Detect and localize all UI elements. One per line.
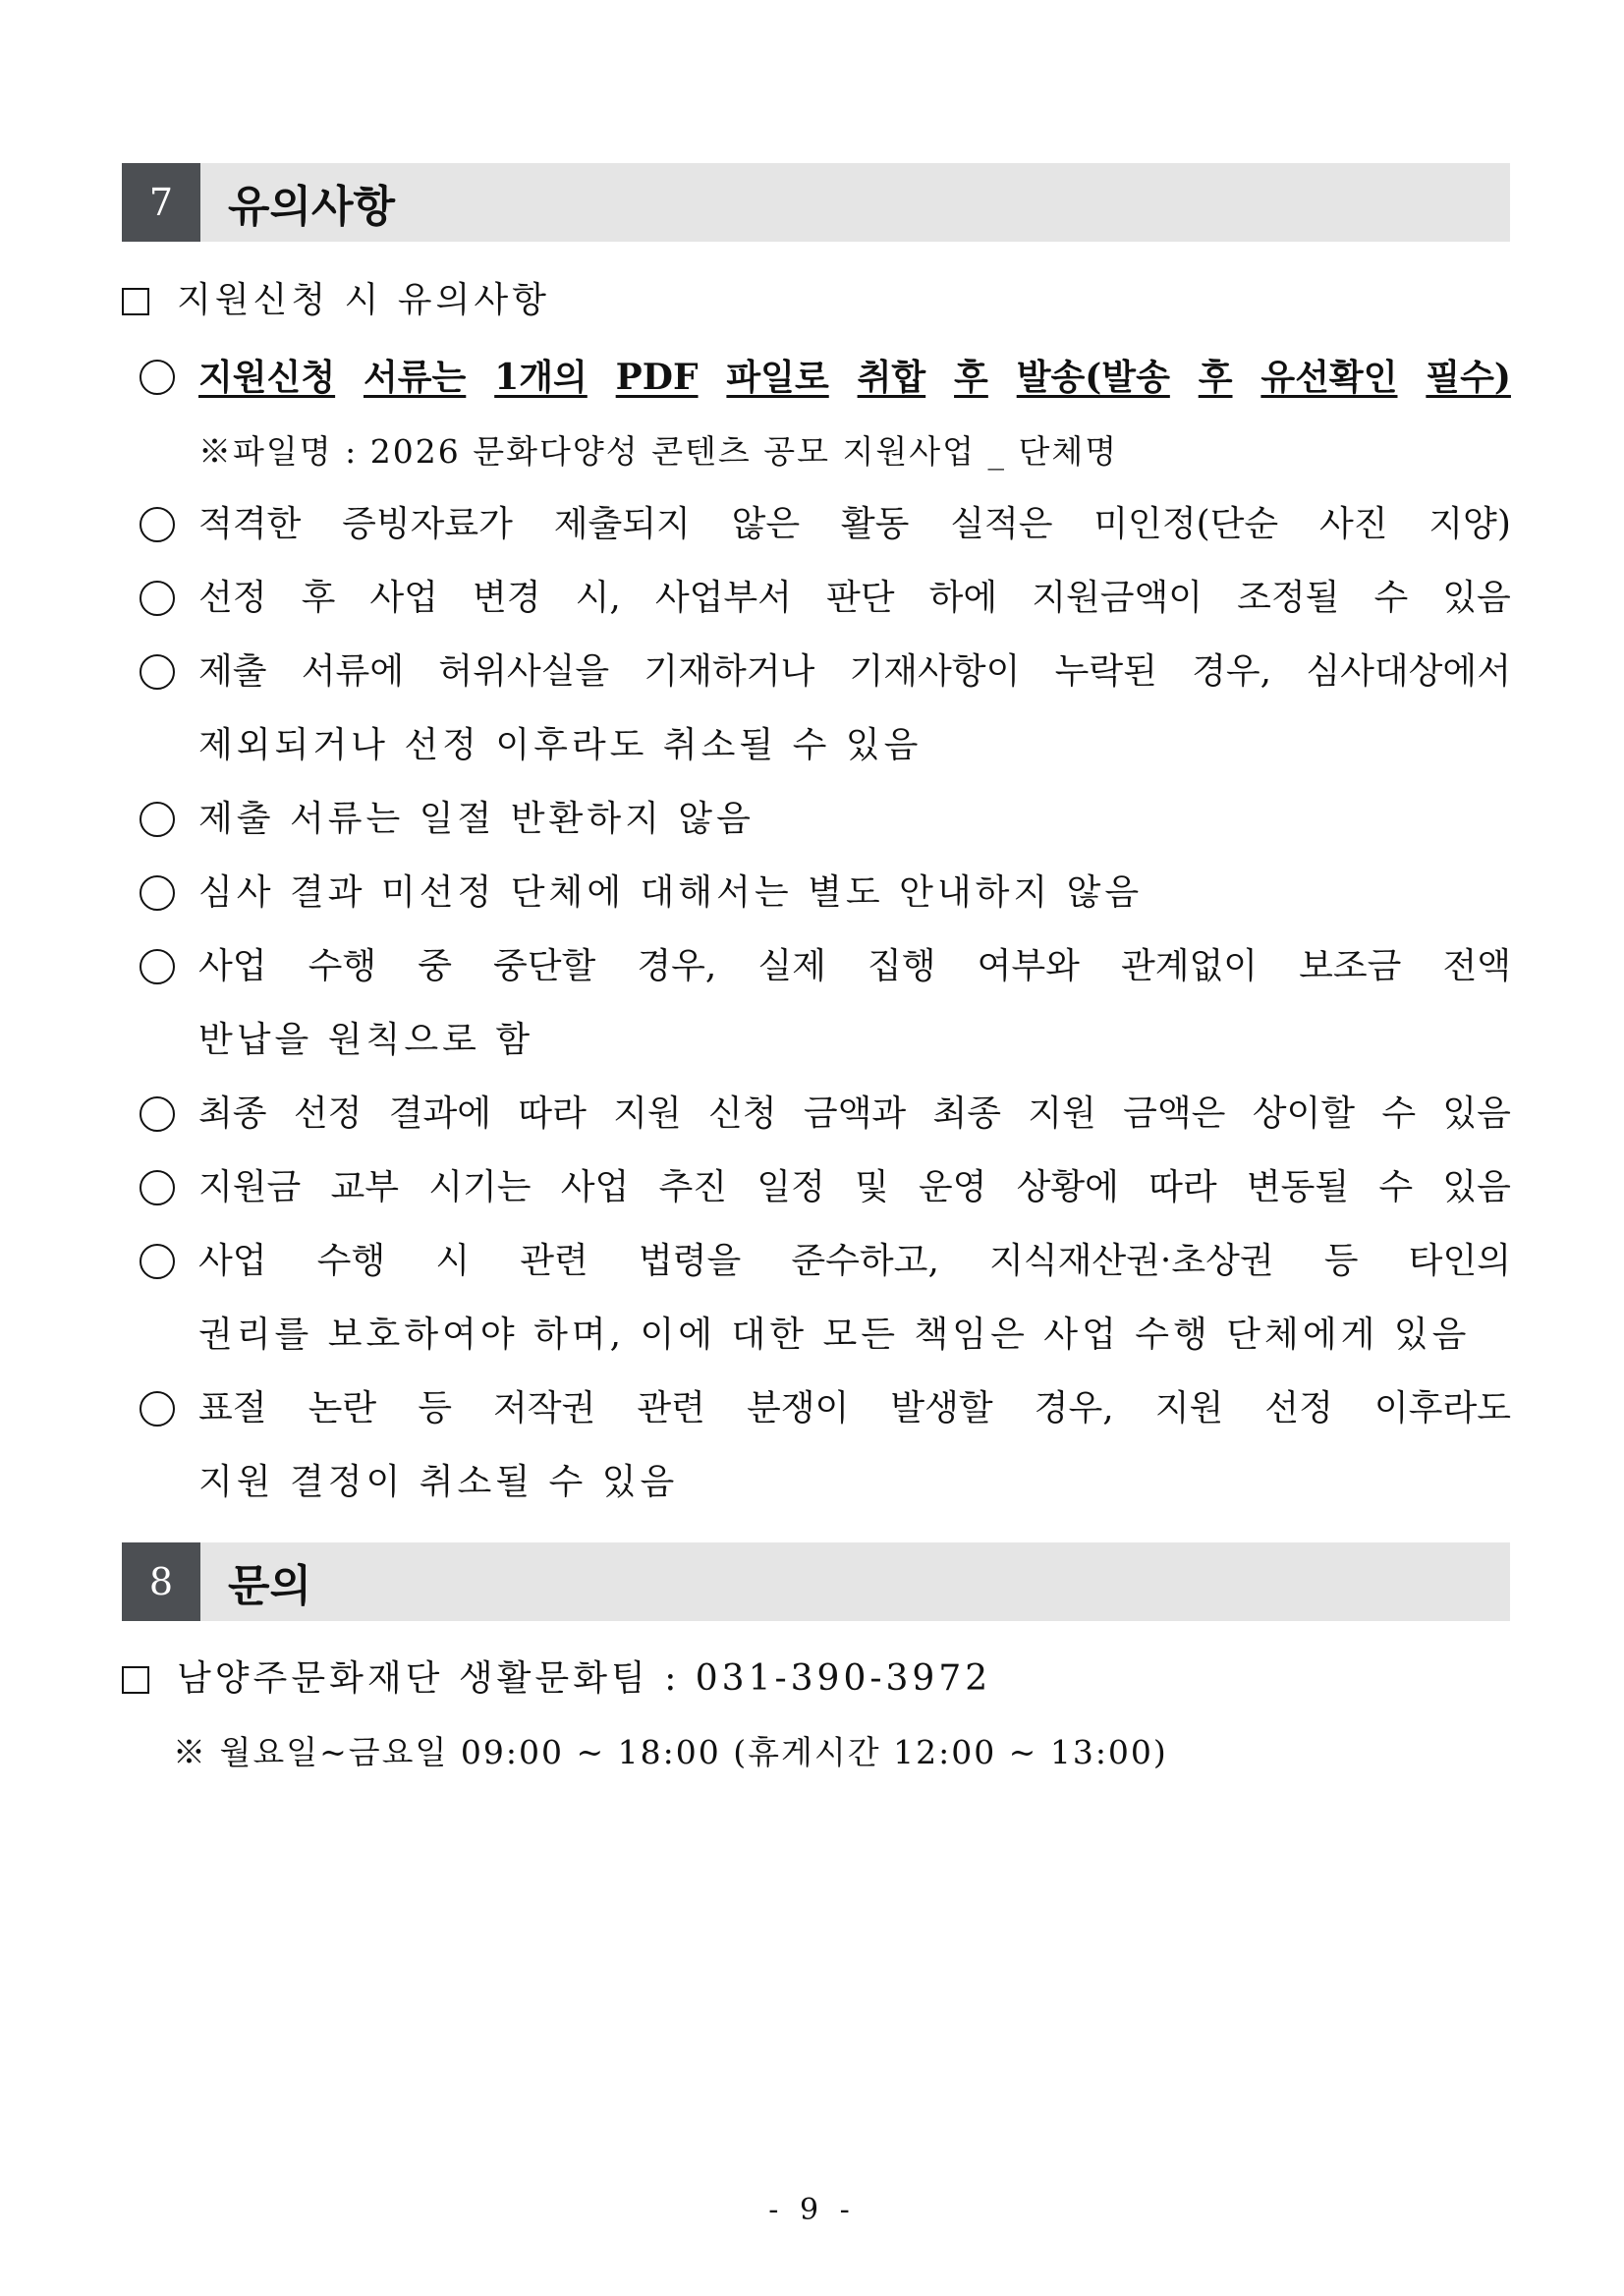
word: 후 bbox=[1198, 357, 1233, 398]
notice-item bbox=[198, 1091, 1511, 1138]
word: 지양) bbox=[1428, 504, 1511, 544]
word: 사업 bbox=[198, 1241, 267, 1281]
word: 운영 bbox=[918, 1167, 987, 1207]
word: 중 bbox=[418, 946, 452, 986]
word: 선정 bbox=[293, 1093, 363, 1134]
word: 허위사실을 bbox=[438, 651, 610, 692]
word: 하에 bbox=[928, 578, 998, 618]
word: 후 bbox=[301, 578, 336, 618]
notice-item-continuation: 반납을 원칙으로 함 bbox=[198, 1020, 534, 1060]
word: 일정 bbox=[756, 1167, 825, 1207]
word: 심사대상에서 bbox=[1306, 651, 1511, 692]
word: 분쟁이 bbox=[746, 1388, 850, 1428]
word: 활동 bbox=[840, 504, 910, 544]
word: 사업 bbox=[369, 578, 438, 618]
word: 수행 bbox=[308, 946, 377, 986]
notice-item: 심사 결과 미선정 단체에 대해서는 별도 안내하지 않음 bbox=[198, 872, 1144, 913]
word: 판단 bbox=[826, 578, 895, 618]
word: 여부와 bbox=[977, 946, 1080, 986]
circle-bullet-icon bbox=[140, 1244, 175, 1279]
word: 시기는 bbox=[428, 1167, 532, 1207]
notice-item bbox=[198, 1385, 1511, 1432]
filename-note: ※파일명 : 2026 문화다양성 콘텐츠 공모 지원사업 _ 단체명 bbox=[198, 432, 1119, 471]
word: 최종 bbox=[198, 1093, 267, 1134]
word: 실제 bbox=[757, 946, 826, 986]
word: 시 bbox=[435, 1241, 471, 1281]
word: 파일로 bbox=[726, 357, 829, 398]
word: 누락된 bbox=[1054, 651, 1157, 692]
word: 관계없이 bbox=[1120, 946, 1259, 986]
office-hours: ※ 월요일~금요일 09:00 ~ 18:00 (휴게시간 12:00 ~ 13:00) bbox=[173, 1733, 1168, 1771]
word: 및 bbox=[854, 1167, 889, 1207]
word: 지원 bbox=[1154, 1388, 1224, 1428]
section-8-title: 문의 bbox=[228, 1561, 312, 1611]
section-7-title: 유의사항 bbox=[228, 182, 396, 232]
word: 변동될 bbox=[1246, 1167, 1350, 1207]
word: 유선확인 bbox=[1260, 357, 1398, 398]
notice-item bbox=[198, 648, 1511, 696]
word: 선정 bbox=[198, 578, 267, 618]
section-7-header bbox=[122, 163, 1510, 242]
word: 저작권 bbox=[493, 1388, 596, 1428]
word: 수 bbox=[1373, 578, 1409, 618]
word: 최종 bbox=[932, 1093, 1001, 1134]
word: 사업부서 bbox=[654, 578, 792, 618]
section-7-heading: 지원신청 시 유의사항 bbox=[177, 280, 550, 320]
word: 시, bbox=[575, 578, 621, 618]
section-7-number: 7 bbox=[122, 163, 200, 242]
word: 경우, bbox=[1034, 1388, 1114, 1428]
word: 상이할 bbox=[1252, 1093, 1356, 1134]
word: 조정될 bbox=[1237, 578, 1340, 618]
word: 상황에 bbox=[1016, 1167, 1119, 1207]
word: 신청 bbox=[707, 1093, 777, 1134]
word: 1개의 bbox=[494, 357, 588, 398]
circle-bullet-icon bbox=[140, 507, 175, 542]
notice-item bbox=[198, 354, 1511, 401]
word: 타인의 bbox=[1408, 1241, 1511, 1281]
word: 중단할 bbox=[493, 946, 596, 986]
circle-bullet-icon bbox=[140, 802, 175, 837]
word: 보조금 bbox=[1299, 946, 1402, 986]
word: 등 bbox=[1323, 1241, 1359, 1281]
circle-bullet-icon bbox=[140, 360, 175, 395]
word: 있음 bbox=[1442, 1093, 1511, 1134]
word: 금액은 bbox=[1123, 1093, 1226, 1134]
word: 제출 bbox=[198, 651, 267, 692]
word: 지원 bbox=[613, 1093, 682, 1134]
word: 금액과 bbox=[803, 1093, 907, 1134]
word: 선정 bbox=[1264, 1388, 1333, 1428]
notice-item bbox=[198, 1238, 1511, 1285]
word: 증빙자료가 bbox=[342, 504, 513, 544]
notice-item bbox=[198, 575, 1511, 622]
notice-item bbox=[198, 943, 1511, 990]
notice-item: 제출 서류는 일절 반환하지 않음 bbox=[198, 799, 755, 839]
word: 사업 bbox=[198, 946, 267, 986]
word: 등 bbox=[418, 1388, 452, 1428]
word: 준수하고, bbox=[791, 1241, 939, 1281]
circle-bullet-icon bbox=[140, 654, 175, 690]
notice-item-continuation: 제외되거나 선정 이후라도 취소될 수 있음 bbox=[198, 725, 923, 765]
circle-bullet-icon bbox=[140, 581, 175, 616]
word: 서류에 bbox=[301, 651, 405, 692]
notice-item bbox=[198, 501, 1511, 548]
word: 경우, bbox=[637, 946, 717, 986]
word: 후 bbox=[954, 357, 988, 398]
word: 제출되지 bbox=[553, 504, 691, 544]
word: 교부 bbox=[330, 1167, 400, 1207]
word: 있음 bbox=[1442, 1167, 1511, 1207]
word: 지원금 bbox=[198, 1167, 302, 1207]
contact-info: 남양주문화재단 생활문화팀 : 031-390-3972 bbox=[177, 1658, 992, 1699]
word: 않은 bbox=[731, 504, 801, 544]
word: 이후라도 bbox=[1373, 1388, 1511, 1428]
word: 취합 bbox=[857, 357, 926, 398]
circle-bullet-icon bbox=[140, 875, 175, 911]
word: 있음 bbox=[1442, 578, 1511, 618]
word: 집행 bbox=[867, 946, 936, 986]
word: 수행 bbox=[316, 1241, 386, 1281]
word: PDF bbox=[615, 357, 699, 398]
word: 변경 bbox=[473, 578, 541, 618]
word: 추진 bbox=[658, 1167, 728, 1207]
word: 필수) bbox=[1426, 357, 1511, 398]
notice-item-continuation: 지원 결정이 취소될 수 있음 bbox=[198, 1462, 679, 1502]
word: 지원신청 bbox=[198, 357, 336, 398]
word: 지원금액이 bbox=[1032, 578, 1204, 618]
page-number: - 9 - bbox=[768, 2193, 856, 2227]
notice-item-continuation: 권리를 보호하여야 하며, 이에 대한 모든 책임은 사업 수행 단체에게 있음 bbox=[198, 1315, 1471, 1355]
word: 사진 bbox=[1318, 504, 1388, 544]
word: 따라 bbox=[1148, 1167, 1217, 1207]
square-bullet-icon bbox=[122, 288, 149, 315]
word: 지식재산권·초상권 bbox=[989, 1241, 1274, 1281]
circle-bullet-icon bbox=[140, 1170, 175, 1205]
section-8-header bbox=[122, 1542, 1510, 1621]
word: 논란 bbox=[308, 1388, 377, 1428]
word: 지원 bbox=[1028, 1093, 1096, 1134]
section-8-number: 8 bbox=[122, 1542, 200, 1621]
word: 사업 bbox=[560, 1167, 630, 1207]
word: 관련 bbox=[637, 1388, 705, 1428]
word: 표절 bbox=[198, 1388, 267, 1428]
word: 기재하거나 bbox=[644, 651, 815, 692]
word: 발생할 bbox=[890, 1388, 993, 1428]
word: 적격한 bbox=[198, 504, 302, 544]
word: 수 bbox=[1378, 1167, 1414, 1207]
word: 수 bbox=[1381, 1093, 1417, 1134]
word: 실적은 bbox=[950, 504, 1053, 544]
notice-item bbox=[198, 1164, 1511, 1211]
square-bullet-icon bbox=[122, 1666, 149, 1694]
circle-bullet-icon bbox=[140, 1096, 175, 1132]
word: 따라 bbox=[518, 1093, 587, 1134]
word: 관련 bbox=[520, 1241, 588, 1281]
word: 경우, bbox=[1192, 651, 1272, 692]
word: 법령을 bbox=[638, 1241, 742, 1281]
word: 발송(발송 bbox=[1016, 357, 1170, 398]
word: 미인정(단순 bbox=[1093, 504, 1279, 544]
word: 전액 bbox=[1442, 946, 1511, 986]
word: 결과에 bbox=[388, 1093, 492, 1134]
word: 서류는 bbox=[363, 357, 467, 398]
circle-bullet-icon bbox=[140, 949, 175, 984]
word: 기재사항이 bbox=[849, 651, 1021, 692]
circle-bullet-icon bbox=[140, 1391, 175, 1427]
